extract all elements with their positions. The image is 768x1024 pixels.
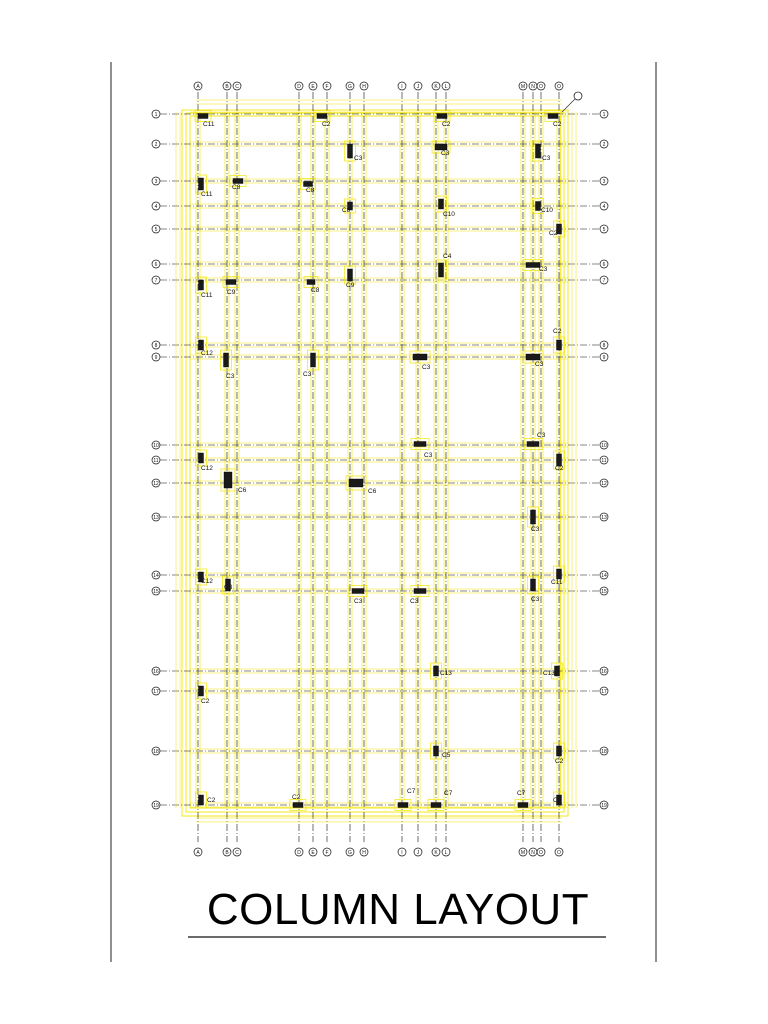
grid-bubble-text-x: D: [297, 83, 301, 90]
grid-bubble-text-x: N: [531, 83, 535, 90]
grid-bubble-text-x: A: [196, 83, 200, 90]
column-label-8: C11: [201, 191, 213, 198]
column-39: [557, 569, 562, 579]
grid-bubble-text-y: 18: [601, 748, 607, 755]
grid-lines: [160, 92, 600, 842]
column-36: [352, 589, 364, 594]
grid-bubble-text-x: O: [539, 83, 543, 90]
grid-bubble-text-x: L: [444, 849, 448, 856]
grid-bubble-text-y: 11: [153, 457, 159, 464]
column-label-41: C13: [543, 670, 555, 677]
grid-bubble-text-y: 19: [601, 802, 607, 809]
column-label-28: C3: [537, 432, 546, 439]
grid-bubble-text-x: B: [225, 83, 229, 90]
column-10: [304, 182, 313, 187]
grid-bubble-text-x: C: [235, 83, 239, 90]
grid-bubble-text-y: 2: [602, 141, 606, 148]
grid-bubble-text-y: 8: [154, 342, 158, 349]
grid-bubble-text-y: 5: [154, 226, 158, 233]
column-label-16: C3: [539, 266, 548, 273]
column-label-27: C3: [424, 452, 433, 459]
grid-bubble-text-y: 19: [153, 802, 159, 809]
column-37: [414, 589, 426, 594]
grid-bubble-text-x: I: [401, 83, 403, 90]
column-label-20: C9: [346, 282, 355, 289]
column-5: [348, 144, 353, 158]
grid-bubble-text-y: 8: [602, 342, 606, 349]
grid-bubble-text-y: 15: [153, 588, 159, 595]
column-label-25: C3: [422, 364, 431, 371]
column-label-44: C2: [555, 758, 564, 765]
column-48: [431, 803, 441, 808]
column-label-36: C3: [354, 598, 363, 605]
grid-bubble-text-x: G: [348, 849, 352, 856]
grid-bubble-text-x: E: [311, 849, 315, 856]
grid-bubble-text-y: 12: [153, 480, 159, 487]
column-label-42: C2: [201, 698, 210, 705]
column-label-14: C2: [549, 230, 558, 237]
grid-bubble-text-y: 7: [154, 277, 158, 284]
grid-bubble-text-y: 11: [601, 457, 607, 464]
column-1: [198, 114, 208, 119]
column-44: [557, 746, 562, 756]
grid-bubble-text-y: 16: [153, 668, 159, 675]
column-2: [317, 114, 327, 119]
grid-bubble-text-y: 4: [602, 203, 606, 210]
column-label-40: C13: [440, 670, 452, 677]
column-31: [224, 472, 232, 488]
grid-bubble-text-y: 17: [153, 688, 159, 695]
grid-bubble-text-y: 16: [601, 668, 607, 675]
grid-bubble-text-y: 5: [602, 226, 606, 233]
grid-bubble-text-x: O: [557, 83, 561, 90]
grid-bubble-text-x: M: [520, 849, 526, 856]
column-49: [518, 803, 528, 808]
column-label-10: C8: [306, 187, 315, 194]
column-label-47: C7: [407, 788, 416, 795]
grid-bubble-text-x: E: [311, 83, 315, 90]
grid-bubble-text-x: F: [325, 83, 329, 90]
grid-bubble-text-y: 1: [154, 111, 158, 118]
column-label-1: C11: [203, 121, 215, 128]
north-marker-leader: [562, 99, 575, 112]
column-32: [349, 479, 363, 487]
grid-bubble-text-y: 6: [602, 261, 606, 268]
column-label-5: C3: [354, 155, 363, 162]
grid-bubble-text-y: 3: [602, 178, 606, 185]
grid-bubbles: [152, 82, 608, 856]
column-label-38: C3: [531, 596, 540, 603]
column-label-23: C3: [226, 373, 235, 380]
column-label-45: C2: [207, 797, 216, 804]
grid-bubble-text-y: 6: [154, 261, 158, 268]
grid-bubble-text-x: G: [348, 83, 352, 90]
grid-bubble-text-y: 15: [601, 588, 607, 595]
column-18: [226, 280, 236, 285]
column-7: [536, 144, 541, 158]
column-16: [526, 263, 540, 268]
column-label-48: C7: [444, 790, 453, 797]
column-28: [527, 442, 539, 447]
column-label-6: C3: [441, 150, 450, 157]
grid-bubble-text-y: 1: [602, 111, 606, 118]
north-marker-icon: [574, 92, 582, 100]
grid-bubble-text-x: C: [235, 849, 239, 856]
column-label-37: C3: [410, 598, 419, 605]
grid-bubble-text-y: 4: [154, 203, 158, 210]
column-label-46: C2: [292, 794, 301, 801]
column-label-30: C2: [555, 465, 564, 472]
grid-bubble-text-x: N: [531, 849, 535, 856]
column-47: [398, 803, 408, 808]
column-label-26: C3: [535, 361, 544, 368]
column-8: [199, 178, 204, 190]
column-15: [439, 263, 444, 277]
column-41: [555, 666, 560, 676]
page-title: COLUMN LAYOUT: [206, 885, 590, 934]
beam-layer: [182, 110, 568, 816]
column-label-19: C8: [311, 287, 320, 294]
grid-bubble-text-x: H: [362, 83, 366, 90]
column-22: [557, 340, 562, 350]
column-label-12: C10: [443, 211, 455, 218]
column-29: [199, 453, 204, 463]
column-label-13: C10: [541, 207, 553, 214]
column-12: [439, 199, 444, 209]
column-label-50: C2: [553, 797, 562, 804]
column-label-43: C5: [442, 752, 451, 759]
column-42: [199, 686, 204, 696]
grid-bubble-text-x: M: [520, 83, 526, 90]
grid-bubble-text-y: 14: [153, 572, 159, 579]
column-4: [548, 114, 558, 119]
grid-bubble-text-y: 9: [154, 354, 158, 361]
grid-bubble-text-x: H: [362, 849, 366, 856]
column-21: [199, 340, 204, 350]
grid-bubble-text-y: 14: [601, 572, 607, 579]
beam-outline-1: [182, 110, 568, 816]
column-label-11: C8: [342, 207, 351, 214]
column-label-21: C12: [201, 350, 213, 357]
column-label-29: C12: [201, 465, 213, 472]
column-38: [531, 579, 536, 591]
column-13: [536, 202, 541, 211]
grid-bubble-text-y: 13: [601, 514, 607, 521]
grid-bubble-text-x: L: [444, 83, 448, 90]
columns-layer: [195, 111, 565, 811]
grid-bubble-text-y: 2: [154, 141, 158, 148]
column-label-33: C3: [531, 526, 540, 533]
grid-bubble-text-y: 7: [602, 277, 606, 284]
column-label-24: C3: [303, 371, 312, 378]
column-45: [199, 795, 204, 805]
column-label-35: C3: [224, 584, 233, 591]
grid-bubble-text-x: A: [196, 849, 200, 856]
column-label-9: C8: [232, 184, 241, 191]
column-label-34: C12: [201, 578, 213, 585]
column-label-4: C2: [553, 121, 562, 128]
column-17: [199, 280, 204, 290]
grid-bubble-text-x: J: [416, 849, 420, 856]
column-46: [293, 803, 303, 808]
column-24: [311, 353, 316, 367]
grid-bubble-text-x: J: [416, 83, 420, 90]
grid-bubble-text-y: 10: [153, 442, 159, 449]
grid-bubble-text-x: K: [434, 83, 438, 90]
column-label-39: C11: [551, 579, 563, 586]
column-label-22: C2: [553, 328, 562, 335]
grid-bubble-text-x: I: [401, 849, 403, 856]
column-40: [434, 666, 439, 676]
grid-bubble-text-y: 9: [602, 354, 606, 361]
column-26: [526, 354, 540, 360]
grid-bubble-text-x: B: [225, 849, 229, 856]
grid-bubble-text-x: K: [434, 849, 438, 856]
grid-bubble-text-x: O: [557, 849, 561, 856]
column-3: [437, 114, 447, 119]
column-label-49: C7: [517, 790, 526, 797]
column-label-2: C2: [322, 121, 331, 128]
column-label-17: C11: [201, 292, 213, 299]
column-25: [413, 354, 427, 360]
grid-bubble-text-x: D: [297, 849, 301, 856]
column-27: [414, 442, 426, 447]
column-label-32: C6: [368, 488, 377, 495]
column-20: [348, 269, 353, 281]
column-19: [307, 280, 315, 285]
grid-bubble-text-y: 17: [601, 688, 607, 695]
grid-bubble-text-y: 13: [153, 514, 159, 521]
column-label-31: C6: [238, 487, 247, 494]
grid-bubble-text-y: 12: [601, 480, 607, 487]
column-33: [531, 510, 536, 524]
column-label-7: C3: [542, 155, 551, 162]
grid-bubble-text-y: 3: [154, 178, 158, 185]
grid-bubble-text-y: 10: [601, 442, 607, 449]
grid-bubble-text-y: 18: [153, 748, 159, 755]
column-label-15: C4: [443, 253, 452, 260]
column-23: [224, 353, 229, 367]
column-label-3: C2: [442, 121, 451, 128]
grid-bubble-text-x: O: [539, 849, 543, 856]
column-label-18: C9: [227, 289, 236, 296]
grid-bubble-text-x: F: [325, 849, 329, 856]
column-9: [233, 179, 243, 184]
beam-outline-2: [186, 113, 564, 812]
column-43: [434, 746, 439, 756]
